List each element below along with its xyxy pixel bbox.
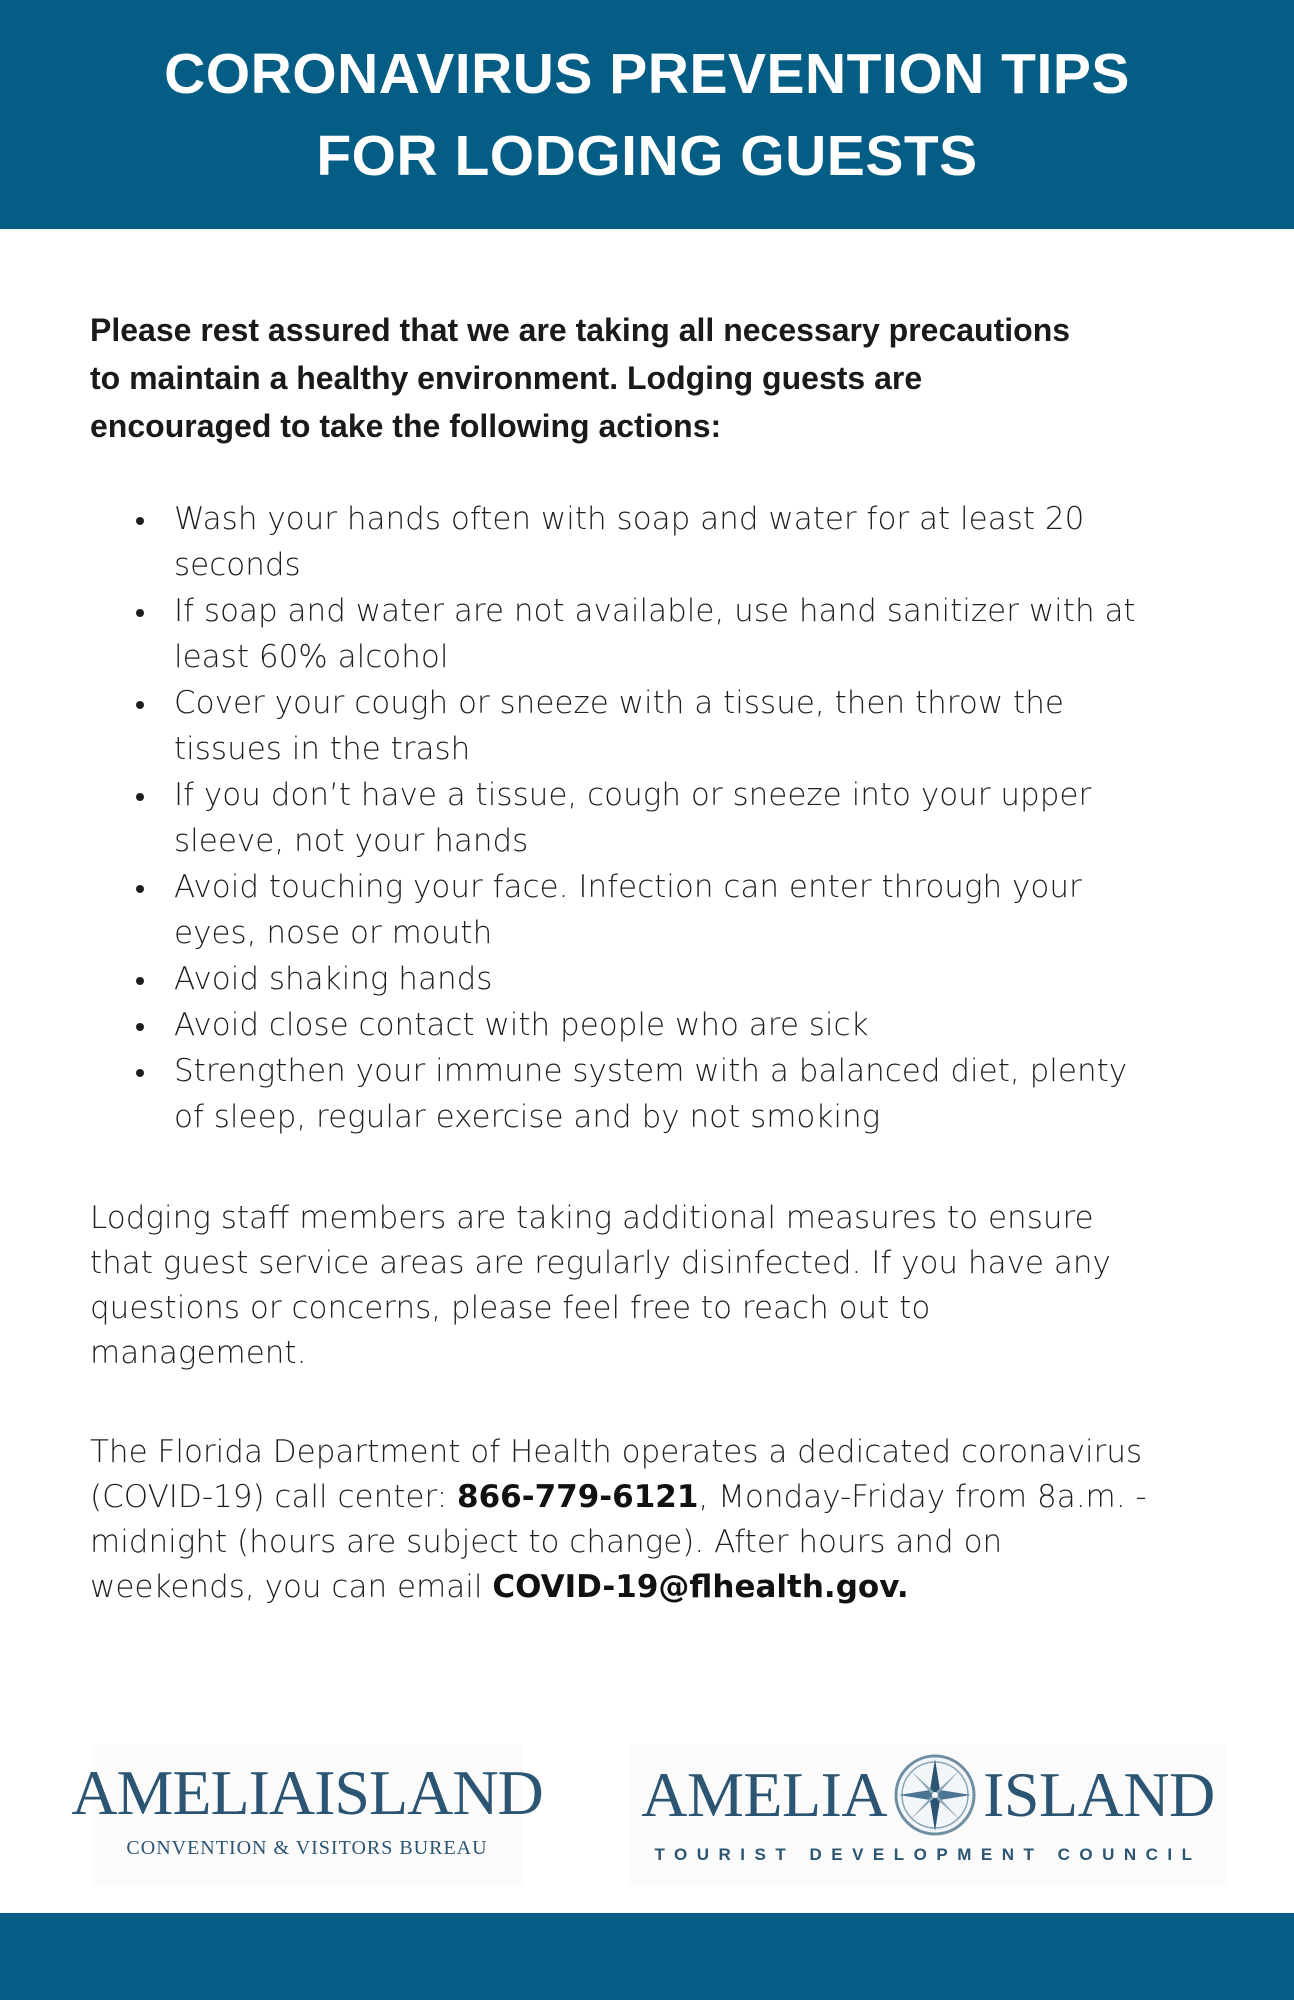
staff-line-1: Lodging staff members are taking additional measures to ensure — [90, 1200, 1094, 1236]
tdc-logo — [630, 1745, 1226, 1885]
tip-text: Wash your hands often with soap and water for at least 20 — [174, 501, 1085, 537]
tip-item-close-contact — [174, 1002, 1210, 1048]
health-line-3: midnight (hours are subject to change). After hours and on — [90, 1524, 1003, 1560]
tip-text: Cover your cough or sneeze with a tissue, then throw the — [174, 685, 1064, 721]
tip-text: Avoid shaking hands — [174, 961, 493, 997]
tip-text: tissues in the trash — [174, 731, 471, 767]
tip-text: Avoid close contact with people who are sick — [174, 1007, 869, 1043]
tip-item-sleeve — [174, 772, 1210, 864]
health-line-2-end: , Monday-Friday from 8a.m. - — [698, 1479, 1147, 1515]
intro-line-3: encouraged to take the following actions: — [90, 408, 722, 444]
tip-item-hand-washing — [174, 496, 1210, 588]
cvb-logo-word-2: ISLAND — [314, 1757, 543, 1828]
contact-email: COVID-19@flhealth.gov. — [492, 1569, 909, 1605]
staff-line-3: questions or concerns, please feel free to reach out to — [90, 1290, 931, 1326]
page-title-line-1: CORONAVIRUS PREVENTION TIPS — [164, 41, 1130, 106]
cvb-logo-subtitle: CONVENTION & VISITORS BUREAU — [126, 1837, 488, 1859]
staff-line-4: management. — [90, 1335, 307, 1371]
tip-item-immune-system — [174, 1048, 1210, 1140]
tdc-logo-word-1: AMELIA — [641, 1759, 888, 1830]
tip-item-cover-cough — [174, 680, 1210, 772]
tip-text: Avoid touching your face. Infection can enter through your — [174, 869, 1082, 905]
main-content — [90, 306, 1210, 1610]
intro-line-1: Please rest assured that we are taking all necessary precautions — [90, 312, 1071, 348]
tip-item-sanitizer — [174, 588, 1210, 680]
intro-line-2: to maintain a healthy environment. Lodging guests are — [90, 360, 923, 396]
footer-band — [0, 1913, 1294, 2000]
health-line-1: The Florida Department of Health operates a dedicated coronavirus — [90, 1434, 1143, 1470]
tip-text: eyes, nose or mouth — [174, 915, 493, 951]
cvb-logo — [71, 1745, 543, 1885]
tip-text: If soap and water are not available, use hand sanitizer with at — [174, 593, 1136, 629]
call-center-phone: 866-779-6121 — [457, 1479, 699, 1515]
tip-text: If you don’t have a tissue, cough or sneeze into your upper — [174, 777, 1092, 813]
tip-text: seconds — [174, 547, 301, 583]
tip-item-face-touching — [174, 864, 1210, 956]
tdc-logo-name — [630, 1753, 1226, 1837]
page-title-line-2: FOR LODGING GUESTS — [316, 123, 978, 188]
health-line-2-start: (COVID-19) call center: — [90, 1479, 458, 1515]
tip-item-shaking-hands — [174, 956, 1210, 1002]
cvb-logo-name — [71, 1753, 543, 1833]
tip-text: of sleep, regular exercise and by not smoking — [174, 1099, 881, 1135]
staff-line-2: that guest service areas are regularly disinfected. If you have any — [90, 1245, 1111, 1281]
staff-paragraph — [90, 1196, 1200, 1376]
tip-text: least 60% alcohol — [174, 639, 449, 675]
tips-list — [90, 496, 1210, 1140]
tip-text: sleeve, not your hands — [174, 823, 529, 859]
health-line-4-start: weekends, you can email — [90, 1569, 493, 1605]
intro-paragraph — [90, 306, 1190, 450]
health-paragraph — [90, 1430, 1200, 1610]
compass-rose-icon — [893, 1753, 977, 1837]
tdc-logo-word-2: ISLAND — [983, 1759, 1215, 1830]
tip-text: Strengthen your immune system with a balanced diet, plenty — [174, 1053, 1128, 1089]
tdc-logo-subtitle: TOURIST DEVELOPMENT COUNCIL — [654, 1845, 1202, 1864]
header-banner — [0, 0, 1294, 229]
cvb-logo-word-1: AMELIA — [71, 1757, 315, 1828]
